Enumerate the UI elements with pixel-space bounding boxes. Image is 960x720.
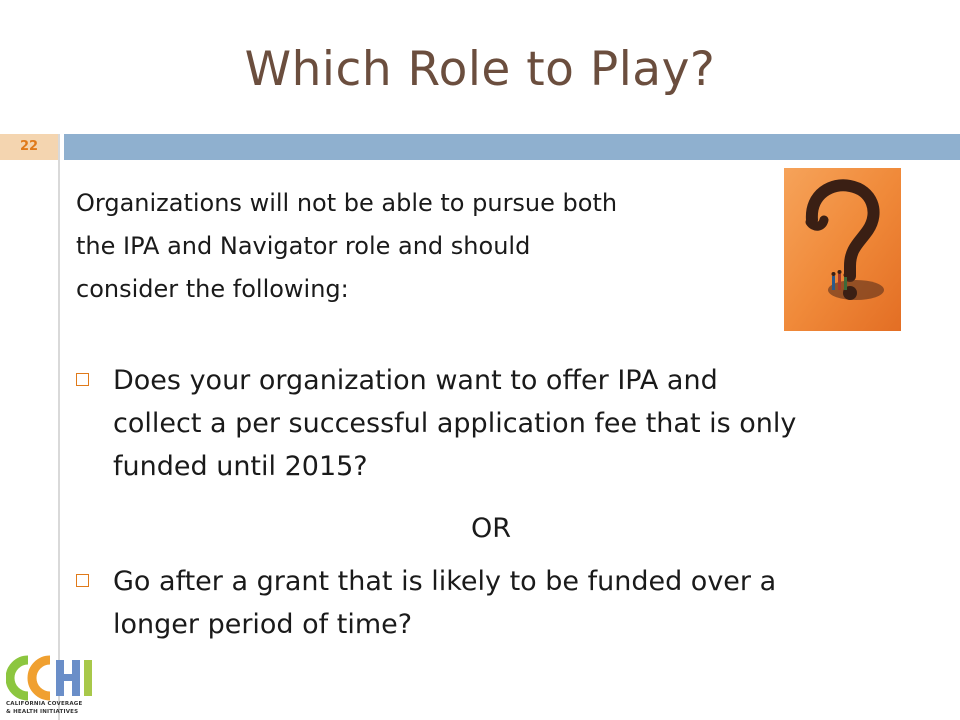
bullet-text [113, 560, 906, 646]
intro-paragraph [76, 182, 796, 311]
intro-line: the IPA and Navigator role and should [76, 232, 531, 260]
intro-line: Organizations will not be able to pursue both [76, 189, 618, 217]
bullet-item [76, 560, 906, 646]
bullet-text [113, 359, 906, 488]
logo-text-line: & HEALTH INITIATIVES [6, 709, 79, 715]
bullet-line: longer period of time? [113, 609, 413, 640]
left-divider-line [58, 134, 60, 720]
bullet-line: collect a per successful application fee that is only [113, 408, 797, 439]
page-number: 22 [0, 134, 58, 160]
header-bar [64, 134, 960, 160]
or-separator: OR [470, 513, 511, 544]
bullet-line: funded until 2015? [113, 451, 368, 482]
intro-line: consider the following: [76, 275, 349, 303]
bullet-item [76, 359, 906, 488]
bullet-line: Go after a grant that is likely to be funded over a [113, 566, 777, 597]
question-mark-image [784, 168, 901, 331]
bullet-box-icon [76, 574, 89, 587]
slide-title: Which Role to Play? [244, 42, 716, 97]
bullet-box-icon [76, 373, 89, 386]
logo-text-line: CALIFORNIA COVERAGE [6, 701, 83, 707]
bullet-line: Does your organization want to offer IPA and [113, 365, 718, 396]
